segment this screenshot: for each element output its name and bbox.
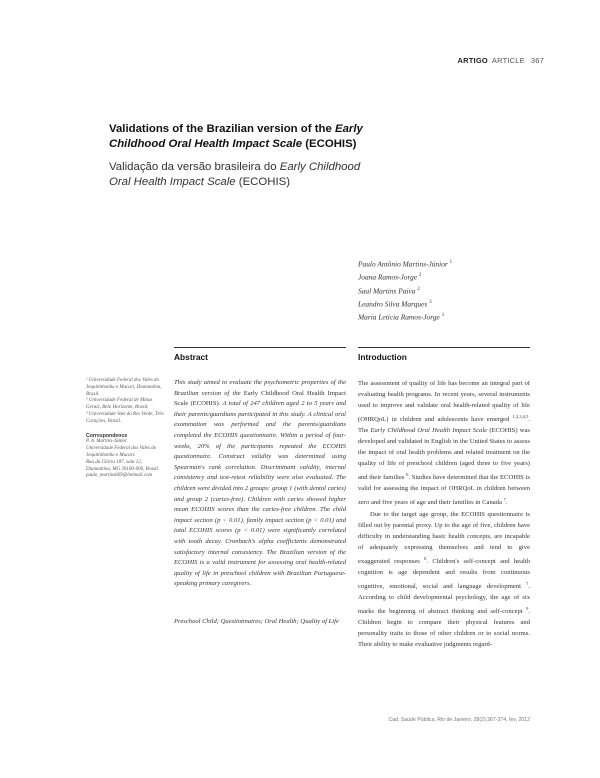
correspondence-line: Universidade Federal dos Vales do Jequitinhonha e Mucuri. — [86, 446, 157, 458]
introduction-heading: Introduction — [358, 352, 407, 362]
author: Saul Martins Paiva $^2$ — [358, 286, 420, 295]
author: Maria Letícia Ramos-Jorge $^1$ — [358, 312, 445, 322]
header-article: ARTICLE — [491, 56, 525, 65]
paragraph: The assessment of quality of life has become an integral part of evaluating health programs. In recent years, several instruments used to improve and validate oral health-related quality of life (OHRQoL) in children and adolescents have emerged $^{1,2,3,4,5}$. The Early Childhood Oral Health Impact Scale (ECOHIS) was developed and validated in English in the United States to assess the impact of oral health problems and related treatment on the quality of life of preschool children (aged three to five years) and their families $^6$. Studies have determined that the ECOHIS is valid for assessing the impact of OHRQoL in children between zero and five years of age and their families in Canada $^7$. — [358, 380, 530, 507]
affiliation: ¹ Universidade Federal dos Vales do Jequitinhonha e Mucuri, Diamantina, Brasil. — [86, 378, 162, 397]
abstract-divider — [174, 347, 346, 348]
author: Joana Ramos-Jorge $^2$ — [358, 272, 422, 282]
header-artigo: ARTIGO — [457, 56, 488, 65]
correspondence-heading: Correspondence — [86, 432, 128, 439]
introduction-body — [358, 378, 530, 650]
abstract-body: This study aimed to evaluate the psychometric properties of the Brazilian version of the Early Childhood Oral Health Impact Scale (ECOHIS). A total of 247 children aged 2 to 5 years and their parents/guardians participated in this study. A clinical oral examination was performed and the parents/guardians completed the ECOHIS questionnaire. Within a period of four-weeks, 20% of the participants repeated the ECOHIS questionnaire. Construct validity was determined using Spearman's rank correlation. Discriminant validity, internal consistency and test-retest reliability were also evaluated. The children were divided into 2 groups: group 1 (with dental caries) and group 2 (caries-free). Children with caries showed higher mean ECOHIS scores than the caries-free children. The child impact section (p < 0.01), family impact section (p < 0.01) and total ECOHIS scores (p < 0.01) were significantly correlated with tooth decay. Cronbach's alpha coefficients demonstrated satisfactory internal consistency. The Brazilian version of the ECOHIS is a valid instrument for assessing oral health-related quality of life in preschool children with Brazilian Portuguese-speaking primary caregivers. — [174, 379, 346, 588]
journal-footer: Cad. Saúde Pública, Rio de Janeiro, 28(2):367-374, fev, 2012 — [388, 717, 530, 723]
page-number: 367 — [530, 56, 544, 65]
correspondence-email[interactable]: paulo_martins669@hotmail.com — [86, 473, 153, 479]
correspondence-line: P. A. Martins-Júnior — [86, 439, 127, 445]
title-portuguese: Validação da versão brasileira do Early Childhood Oral Health Impact Scale (ECOHIS) — [109, 161, 361, 188]
affiliation: ² Universidade Federal de Minas Gerais, Belo Horizonte, Brasil. — [86, 398, 153, 411]
author-list — [358, 257, 452, 323]
author: Leandro Silva Marques $^3$ — [358, 299, 432, 309]
author: Paulo Antônio Martins-Júnior $^1$ — [358, 259, 453, 269]
title-english: Validations of the Brazilian version of the Early Childhood Oral Health Impact Scale (ECOHIS) — [109, 123, 363, 150]
abstract-heading: Abstract — [174, 352, 208, 362]
affiliations-sidebar — [86, 378, 166, 480]
introduction-divider — [358, 347, 530, 348]
paragraph: Due to the target age group, the ECOHIS questionnaire is filled out by parental proxy. Up to the age of five, children have difficulty in understanding basic health concepts, are incapable of adequately expressing themselves and tend to give exaggerated responses $^8$. Children's self-concept and health cognition is age dependent and results from continuous cognitive, emotional, social and language development $^7$. According to child developmental psychology, the age of six marks the beginning of abstract thinking and self-concept $^9$. Children begin to compare their physical features and personality traits to those of other children or to social norms. Their ability to make evaluative judgments regard- — [358, 510, 530, 649]
running-header — [458, 56, 544, 65]
correspondence-line: Rua da Glória 187, sala 12, Diamantina, MG 39100-000, Brasil. — [86, 459, 160, 472]
keywords: Preschool Child; Questionnaires; Oral Health; Quality of Life — [174, 618, 339, 625]
affiliation: ³ Universidade Vale do Rio Verde, Três Corações, Brasil. — [86, 411, 164, 424]
